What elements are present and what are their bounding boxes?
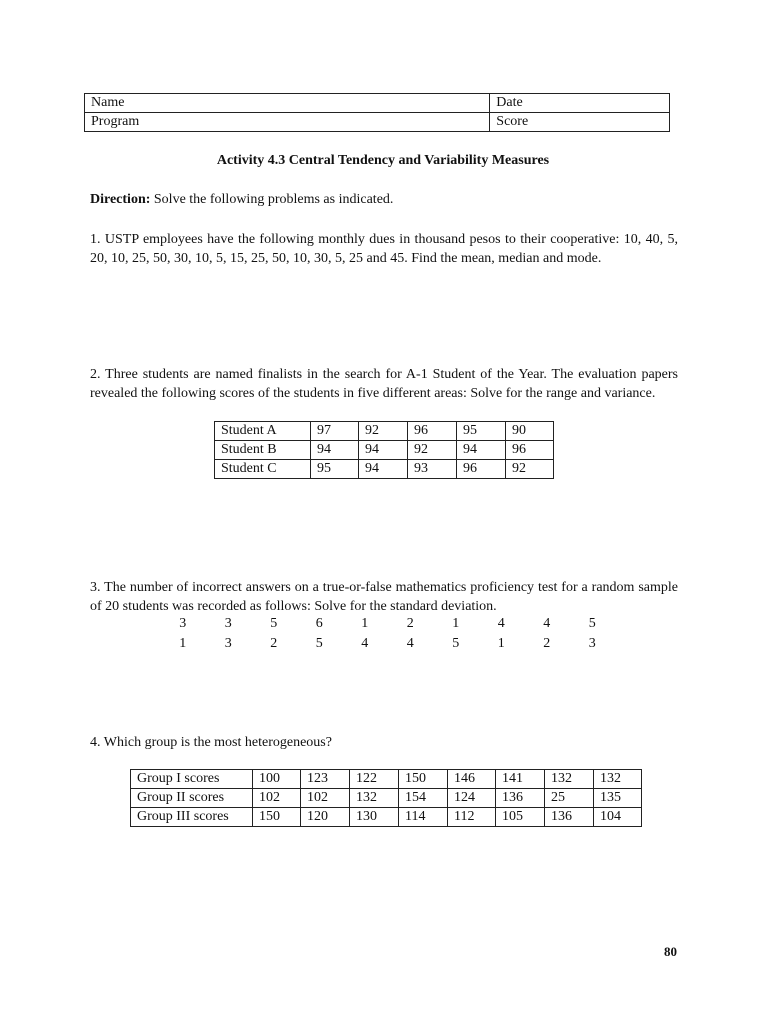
table-cell: Group III scores — [131, 808, 253, 827]
table-cell: 92 — [359, 422, 408, 441]
table-cell: 25 — [545, 789, 594, 808]
incorrect-answers-row-1 — [160, 616, 615, 632]
problem-2-text: 2. Three students are named finalists in the search for A-1 Student of the Year. The evaluation papers revealed the following scores of the students in five different areas: Solve for the range and variance. — [90, 367, 678, 401]
table-row — [85, 94, 670, 113]
table-row — [131, 789, 642, 808]
data-value: 3 — [224, 616, 232, 631]
table-cell: 122 — [350, 770, 399, 789]
problem-1-text: 1. USTP employees have the following monthly dues in thousand pesos to their cooperative: 10, 40, 5, 20, 10, 25, 50, 30, 10, 5, 15, 25, 50, 10, 30, 5, 25 and 45. Find the mean, median and mode. — [90, 232, 678, 266]
table-cell: 102 — [253, 789, 301, 808]
data-value: 3 — [179, 616, 187, 631]
table-row — [85, 113, 670, 132]
table-cell: 96 — [457, 460, 506, 479]
table-cell: 100 — [253, 770, 301, 789]
program-field: Program — [85, 113, 490, 132]
table-cell: 123 — [301, 770, 350, 789]
table-cell: 146 — [448, 770, 496, 789]
table-cell: 90 — [506, 422, 554, 441]
data-value: 1 — [361, 616, 369, 631]
date-field: Date — [490, 94, 670, 113]
table-cell: Student A — [215, 422, 311, 441]
table-cell: Student C — [215, 460, 311, 479]
table-cell: Group I scores — [131, 770, 253, 789]
data-value: 1 — [497, 636, 505, 651]
direction-body: Solve the following problems as indicated. — [150, 192, 394, 207]
table-cell: 136 — [496, 789, 545, 808]
data-value: 1 — [452, 616, 460, 631]
table-cell: 92 — [408, 441, 457, 460]
problem-4-text: 4. Which group is the most heterogeneous? — [90, 735, 332, 750]
table-row — [215, 441, 554, 460]
data-value: 4 — [497, 616, 505, 631]
problem-3-text: 3. The number of incorrect answers on a true-or-false mathematics proficiency test for a random sample of 20 students was recorded as follows: Solve for the standard deviation. — [90, 580, 678, 614]
table-cell: 150 — [253, 808, 301, 827]
name-field: Name — [85, 94, 490, 113]
table-row — [215, 422, 554, 441]
data-value: 5 — [315, 636, 323, 651]
data-value: 2 — [270, 636, 278, 651]
table-cell: 136 — [545, 808, 594, 827]
table-row — [215, 460, 554, 479]
data-value: 5 — [452, 636, 460, 651]
table-cell: 92 — [506, 460, 554, 479]
data-value: 3 — [224, 636, 232, 651]
direction-label: Direction: — [90, 192, 151, 207]
group-scores-table — [130, 769, 642, 827]
table-cell: 94 — [359, 460, 408, 479]
table-cell: 130 — [350, 808, 399, 827]
table-cell: 132 — [545, 770, 594, 789]
table-cell: 114 — [399, 808, 448, 827]
data-value: 4 — [406, 636, 414, 651]
data-value: 2 — [406, 616, 414, 631]
table-cell: 94 — [311, 441, 359, 460]
table-cell: Group II scores — [131, 789, 253, 808]
student-info-table — [84, 93, 670, 132]
table-cell: 105 — [496, 808, 545, 827]
data-value: 5 — [588, 616, 596, 631]
table-cell: 94 — [359, 441, 408, 460]
table-cell: 124 — [448, 789, 496, 808]
table-cell: 94 — [457, 441, 506, 460]
table-cell: 120 — [301, 808, 350, 827]
table-cell: 95 — [457, 422, 506, 441]
table-cell: 102 — [301, 789, 350, 808]
data-value: 4 — [361, 636, 369, 651]
table-cell: 96 — [506, 441, 554, 460]
page-title: Activity 4.3 Central Tendency and Variability Measures — [216, 153, 550, 168]
table-cell: 132 — [350, 789, 399, 808]
incorrect-answers-row-2 — [160, 636, 615, 652]
table-row — [131, 770, 642, 789]
table-cell: 112 — [448, 808, 496, 827]
table-cell: 150 — [399, 770, 448, 789]
table-cell: 104 — [594, 808, 642, 827]
data-value: 2 — [543, 636, 551, 651]
table-cell: 135 — [594, 789, 642, 808]
table-cell: Student B — [215, 441, 311, 460]
table-cell: 141 — [496, 770, 545, 789]
table-cell: 96 — [408, 422, 457, 441]
data-value: 1 — [179, 636, 187, 651]
table-cell: 95 — [311, 460, 359, 479]
page-number: 80 — [664, 944, 677, 959]
table-cell: 93 — [408, 460, 457, 479]
table-cell: 97 — [311, 422, 359, 441]
data-value: 5 — [270, 616, 278, 631]
table-row — [131, 808, 642, 827]
table-cell: 154 — [399, 789, 448, 808]
student-scores-table — [214, 421, 554, 479]
data-value: 6 — [315, 616, 323, 631]
score-field: Score — [490, 113, 670, 132]
data-value: 4 — [543, 616, 551, 631]
data-value: 3 — [588, 636, 596, 651]
direction-text — [90, 192, 393, 208]
table-cell: 132 — [594, 770, 642, 789]
